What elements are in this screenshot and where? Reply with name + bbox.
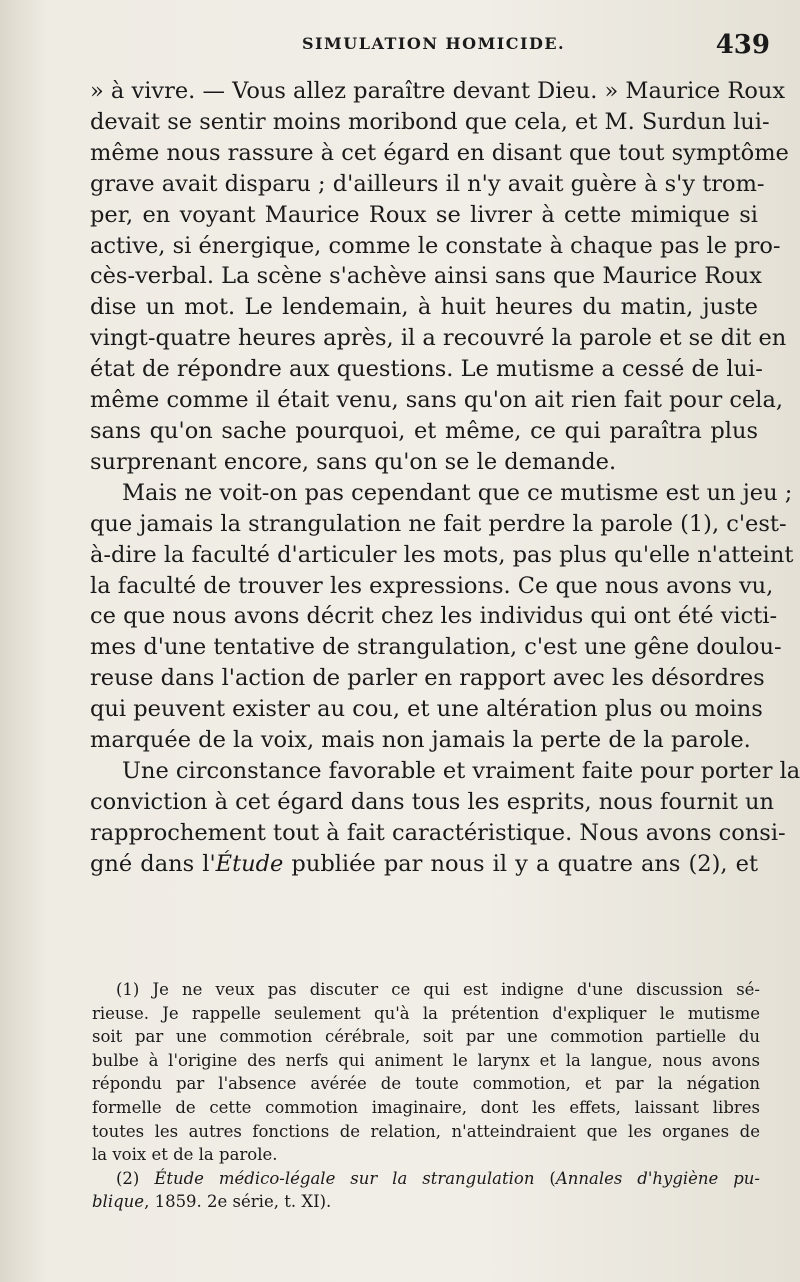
text-segment: , 1859. 2e série, t. XI). <box>144 1192 332 1212</box>
text-segment: publiée par nous il y a quatre ans (2), et <box>283 850 759 877</box>
text-line: que jamais la strangulation ne fait perdre la parole (1), c'est- <box>90 510 787 537</box>
paragraph-2 <box>90 478 794 756</box>
italic-journal: Annales d'hygiène pu- <box>555 1168 761 1188</box>
footnote-line: la voix et de la parole. <box>92 1145 278 1165</box>
text-segment: gné dans l' <box>90 850 216 877</box>
text-line: même comme il était venu, sans qu'on ait rien fait pour cela, <box>90 387 784 414</box>
text-line: grave avait disparu ; d'ailleurs il n'y avait guère à s'y trom- <box>90 170 765 197</box>
text-line: à-dire la faculté d'articuler les mots, pas plus qu'elle n'atteint <box>90 541 794 568</box>
text-line: reuse dans l'action de parler en rapport avec les désordres <box>90 665 765 692</box>
text-line: ce que nous avons décrit chez les individus qui ont été victi- <box>90 603 778 630</box>
paragraph-3 <box>90 756 800 880</box>
running-title: SIMULATION HOMICIDE. <box>302 34 566 53</box>
footnote-line <box>92 1167 760 1191</box>
text-segment: ( <box>534 1168 556 1188</box>
italic-journal: blique <box>92 1192 145 1212</box>
page-header <box>92 30 770 66</box>
footnote-line: répondu par l'absence avérée de toute commotion, et par la négation <box>92 1074 760 1094</box>
text-line: même nous rassure à cet égard en disant que tout symptôme <box>90 139 789 166</box>
italic-title: Étude médico-légale sur la strangulation <box>154 1168 535 1188</box>
text-line: Mais ne voit-on pas cependant que ce mutisme est un jeu ; <box>122 479 793 506</box>
italic-title: Étude <box>215 850 284 877</box>
footnote-line: formelle de cette commotion imaginaire, dont les effets, laissant libres <box>92 1097 760 1117</box>
text-line: Une circonstance favorable et vraiment faite pour porter la <box>122 757 800 784</box>
paragraph-1 <box>90 76 789 478</box>
footnote-line: soit par une commotion cérébrale, soit par une commotion partielle du <box>92 1027 760 1047</box>
text-line: état de répondre aux questions. Le mutisme a cessé de lui- <box>90 356 763 383</box>
text-line: sans qu'on sache pourquoi, et même, ce qui paraîtra plus <box>90 417 758 444</box>
text-line: conviction à cet égard dans tous les esprits, nous fournit un <box>90 788 775 815</box>
footnote-line: (1) Je ne veux pas discuter ce qui est indigne d'une discussion sé- <box>116 980 760 999</box>
text-line: active, si énergique, comme le constate à chaque pas le pro- <box>90 232 781 259</box>
text-line: mes d'une tentative de strangulation, c'est une gêne doulou- <box>90 634 782 661</box>
footnote-marker: (2) <box>116 1168 155 1188</box>
text-line: cès-verbal. La scène s'achève ainsi sans que Maurice Roux <box>90 263 762 290</box>
footnotes <box>92 978 760 1214</box>
text-line: devait se sentir moins moribond que cela, et M. Surdun lui- <box>90 108 770 135</box>
text-line: per, en voyant Maurice Roux se livrer à cette mimique si <box>90 201 758 228</box>
text-line: dise un mot. Le lendemain, à huit heures du matin, juste <box>90 294 758 321</box>
footnote-2 <box>92 1167 760 1214</box>
text-line: qui peuvent exister au cou, et une altération plus ou moins <box>90 696 763 723</box>
text-line: vingt-quatre heures après, il a recouvré la parole et se dit en <box>90 325 787 352</box>
footnote-line: rieuse. Je rappelle seulement qu'à la prétention d'expliquer le mutisme <box>92 1003 760 1023</box>
footnote-1 <box>92 978 760 1167</box>
body-text <box>90 76 800 880</box>
page-number: 439 <box>715 30 770 60</box>
footnote-line: toutes les autres fonctions de relation, n'atteindraient que les organes de <box>92 1121 760 1141</box>
text-line: » à vivre. — Vous allez paraître devant Dieu. » Maurice Roux <box>90 78 786 104</box>
text-line: rapprochement tout à fait caractéristique. Nous avons consi- <box>90 819 786 846</box>
text-line: la faculté de trouver les expressions. Ce que nous avons vu, <box>90 572 774 599</box>
text-line: marquée de la voix, mais non jamais la perte de la parole. <box>90 727 751 754</box>
footnote-line <box>92 1190 760 1214</box>
footnote-line: bulbe à l'origine des nerfs qui animent le larynx et la langue, nous avons <box>92 1050 760 1070</box>
text-line <box>90 849 758 880</box>
text-line: surprenant encore, sans qu'on se le demande. <box>90 448 617 475</box>
